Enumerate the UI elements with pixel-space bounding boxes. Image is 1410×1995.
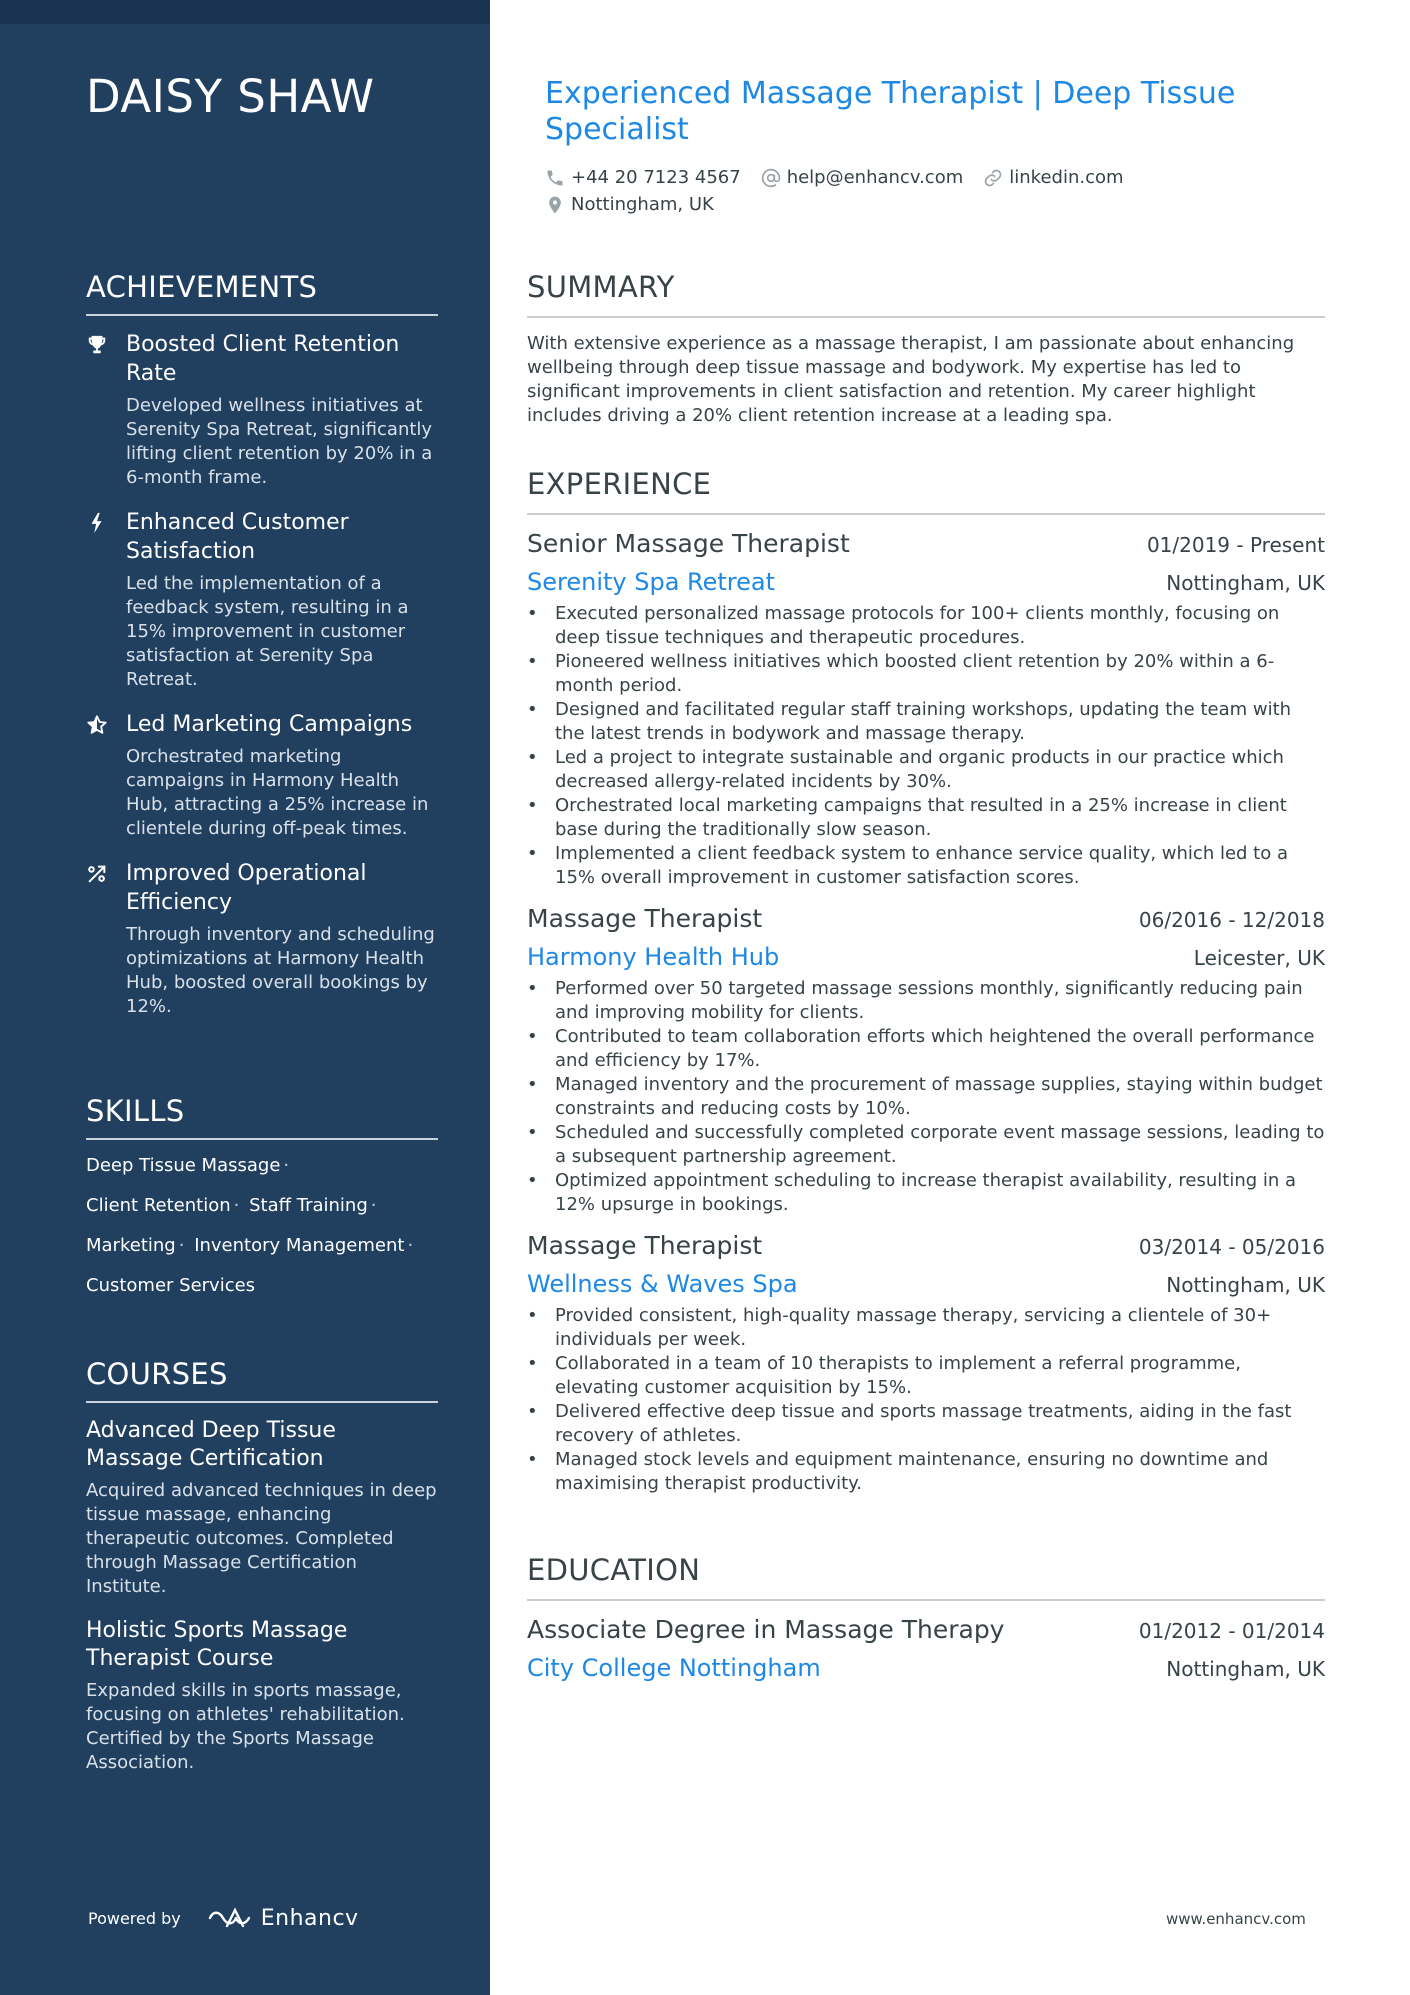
achievement-title: Improved Operational Efficiency <box>126 861 367 915</box>
headline: Experienced Massage Therapist | Deep Tissue Specialist <box>545 76 1236 147</box>
job-bullets <box>527 602 1325 890</box>
location-contact <box>545 194 714 215</box>
education-degree: Associate Degree in Massage Therapy <box>527 1615 1005 1644</box>
skill-line <box>86 1274 438 1298</box>
course-item <box>86 1417 438 1599</box>
job-title: Massage Therapist <box>527 1231 763 1260</box>
achievements-heading: ACHIEVEMENTS <box>86 270 438 316</box>
job-dates: 06/2016 - 12/2018 <box>1138 908 1325 932</box>
job-bullet: • Provided consistent, high-quality massage therapy, servicing a clientele of 30+ individuals per week. <box>527 1304 1325 1352</box>
job-bullet: • Led a project to integrate sustainable and organic products in our practice which decreased allergy-related incidents by 30%. <box>527 746 1325 794</box>
link-icon <box>983 168 1003 188</box>
achievement-description: Led the implementation of a feedback system, resulting in a 15% improvement in customer satisfaction at Serenity Spa Retreat. <box>126 573 409 690</box>
job-entry <box>527 529 1325 890</box>
trophy-icon <box>86 330 126 490</box>
achievement-title: Led Marketing Campaigns <box>126 712 413 737</box>
skills-heading: SKILLS <box>86 1094 438 1140</box>
job-bullet: • Scheduled and successfully completed corporate event massage sessions, leading to a subsequent partnership agreement. <box>527 1121 1325 1169</box>
experience-heading: EXPERIENCE <box>527 467 1325 515</box>
phone-icon <box>545 168 565 188</box>
job-location: Nottingham, UK <box>1166 571 1325 595</box>
linkedin-text: linkedin.com <box>1009 167 1124 188</box>
footer-url[interactable]: www.enhancv.com <box>1166 1910 1306 1928</box>
at-icon <box>761 168 781 188</box>
location-pin-icon <box>545 195 565 215</box>
summary-text: With extensive experience as a massage therapist, I am passionate about enhancing wellbeing through deep tissue massage and bodywork. My expertise has led to significant improvements in client satisfaction and retention. My career highlight includes driving a 20% client retention increase at a leading spa. <box>527 333 1295 426</box>
achievement-title: Enhanced Customer Satisfaction <box>126 510 349 564</box>
skill-line: Deep Tissue Massage · <box>86 1155 290 1176</box>
email-contact[interactable] <box>761 167 964 188</box>
education-dates: 01/2012 - 01/2014 <box>1138 1619 1325 1643</box>
achievement-item <box>86 710 438 841</box>
courses-heading: COURSES <box>86 1357 438 1403</box>
job-company: Serenity Spa Retreat <box>527 568 776 596</box>
course-description: Expanded skills in sports massage, focusing on athletes' rehabilitation. Certified by the Sports Massage Association. <box>86 1680 405 1773</box>
achievement-title: Boosted Client Retention Rate <box>126 332 400 386</box>
job-bullet: • Orchestrated local marketing campaigns that resulted in a 25% increase in client base during the traditionally slow season. <box>527 794 1325 842</box>
course-title: Advanced Deep Tissue Massage Certification <box>86 1418 336 1471</box>
education-school: City College Nottingham <box>527 1654 821 1682</box>
lightning-icon <box>86 508 126 692</box>
job-bullet: • Executed personalized massage protocols for 100+ clients monthly, focusing on deep tissue techniques and therapeutic procedures. <box>527 602 1325 650</box>
candidate-name: DAISY SHAW <box>86 70 375 123</box>
course-title: Holistic Sports Massage Therapist Course <box>86 1618 348 1671</box>
efficiency-icon <box>86 859 126 1019</box>
main-content <box>527 0 1325 1995</box>
job-company: Wellness & Waves Spa <box>527 1270 798 1298</box>
experience-section <box>527 467 1325 1510</box>
phone-text: +44 20 7123 4567 <box>571 167 741 188</box>
job-bullets <box>527 1304 1325 1496</box>
job-bullet: • Optimized appointment scheduling to increase therapist availability, resulting in a 12% upsurge in bookings. <box>527 1169 1325 1217</box>
summary-section <box>527 270 1325 428</box>
job-bullet: • Pioneered wellness initiatives which boosted client retention by 20% within a 6-month period. <box>527 650 1325 698</box>
job-dates: 03/2014 - 05/2016 <box>1138 1235 1325 1259</box>
job-bullet: • Managed inventory and the procurement of massage supplies, staying within budget constraints and reducing costs by 10%. <box>527 1073 1325 1121</box>
job-bullet: • Collaborated in a team of 10 therapists to implement a referral programme, elevating customer acquisition by 15%. <box>527 1352 1325 1400</box>
job-bullet: • Managed stock levels and equipment maintenance, ensuring no downtime and maximising therapist productivity. <box>527 1448 1325 1496</box>
contact-info <box>545 164 1305 218</box>
skill-item: Client Retention <box>86 1195 231 1216</box>
achievement-description: Developed wellness initiatives at Serenity Spa Retreat, significantly lifting client retention by 20% in a 6-month frame. <box>126 395 433 488</box>
skill-item: Staff Training <box>249 1195 368 1216</box>
job-bullet: • Delivered effective deep tissue and sports massage treatments, aiding in the fast recovery of athletes. <box>527 1400 1325 1448</box>
linkedin-contact[interactable] <box>983 167 1123 188</box>
course-item <box>86 1617 438 1775</box>
enhancv-logo-icon <box>207 1905 253 1931</box>
achievement-item <box>86 508 438 692</box>
powered-by <box>88 1905 359 1931</box>
education-heading: EDUCATION <box>527 1553 1325 1601</box>
skill-item: Customer Services <box>86 1275 256 1296</box>
skill-item: Deep Tissue Massage <box>86 1155 281 1176</box>
enhancv-logo[interactable] <box>207 1905 359 1931</box>
skill-line: Client Retention · Staff Training · <box>86 1195 377 1216</box>
job-bullet: • Designed and facilitated regular staff training workshops, updating the team with the latest trends in bodywork and massage therapy. <box>527 698 1325 746</box>
course-description: Acquired advanced techniques in deep tissue massage, enhancing therapeutic outcomes. Completed through Massage Certification Institute. <box>86 1480 437 1597</box>
location-text: Nottingham, UK <box>571 194 714 215</box>
job-title: Massage Therapist <box>527 904 763 933</box>
job-entry <box>527 904 1325 1217</box>
achievement-description: Through inventory and scheduling optimizations at Harmony Health Hub, boosted overall bookings by 12%. <box>126 924 435 1017</box>
job-bullets <box>527 977 1325 1217</box>
phone-contact[interactable] <box>545 167 741 188</box>
job-dates: 01/2019 - Present <box>1146 533 1325 557</box>
enhancv-brand: Enhancv <box>260 1905 359 1931</box>
job-bullet: • Contributed to team collaboration efforts which heightened the overall performance and efficiency by 17%. <box>527 1025 1325 1073</box>
education-location: Nottingham, UK <box>1166 1657 1325 1681</box>
job-title: Senior Massage Therapist <box>527 529 850 558</box>
star-icon <box>86 710 126 841</box>
skill-item: Inventory Management <box>194 1235 405 1256</box>
achievement-item <box>86 859 438 1019</box>
job-entry <box>527 1231 1325 1496</box>
courses-section <box>86 1357 438 1793</box>
education-section <box>527 1553 1325 1682</box>
job-location: Leicester, UK <box>1193 946 1325 970</box>
job-location: Nottingham, UK <box>1166 1273 1325 1297</box>
job-company: Harmony Health Hub <box>527 943 780 971</box>
skill-line: Marketing · Inventory Management · <box>86 1235 414 1256</box>
achievement-item <box>86 330 438 490</box>
sidebar-top-strip <box>0 0 490 24</box>
achievements-section <box>86 270 438 1037</box>
powered-by-label: Powered by <box>88 1908 181 1928</box>
email-text: help@enhancv.com <box>786 167 964 188</box>
job-bullet: • Performed over 50 targeted massage sessions monthly, significantly reducing pain and improving mobility for clients. <box>527 977 1325 1025</box>
skills-section <box>86 1094 438 1314</box>
achievement-description: Orchestrated marketing campaigns in Harmony Health Hub, attracting a 25% increase in clientele during off-peak times. <box>126 746 429 839</box>
job-bullet: • Implemented a client feedback system to enhance service quality, which led to a 15% overall improvement in customer satisfaction scores. <box>527 842 1325 890</box>
summary-heading: SUMMARY <box>527 270 1325 318</box>
sidebar <box>0 0 490 1995</box>
skill-item: Marketing <box>86 1235 176 1256</box>
